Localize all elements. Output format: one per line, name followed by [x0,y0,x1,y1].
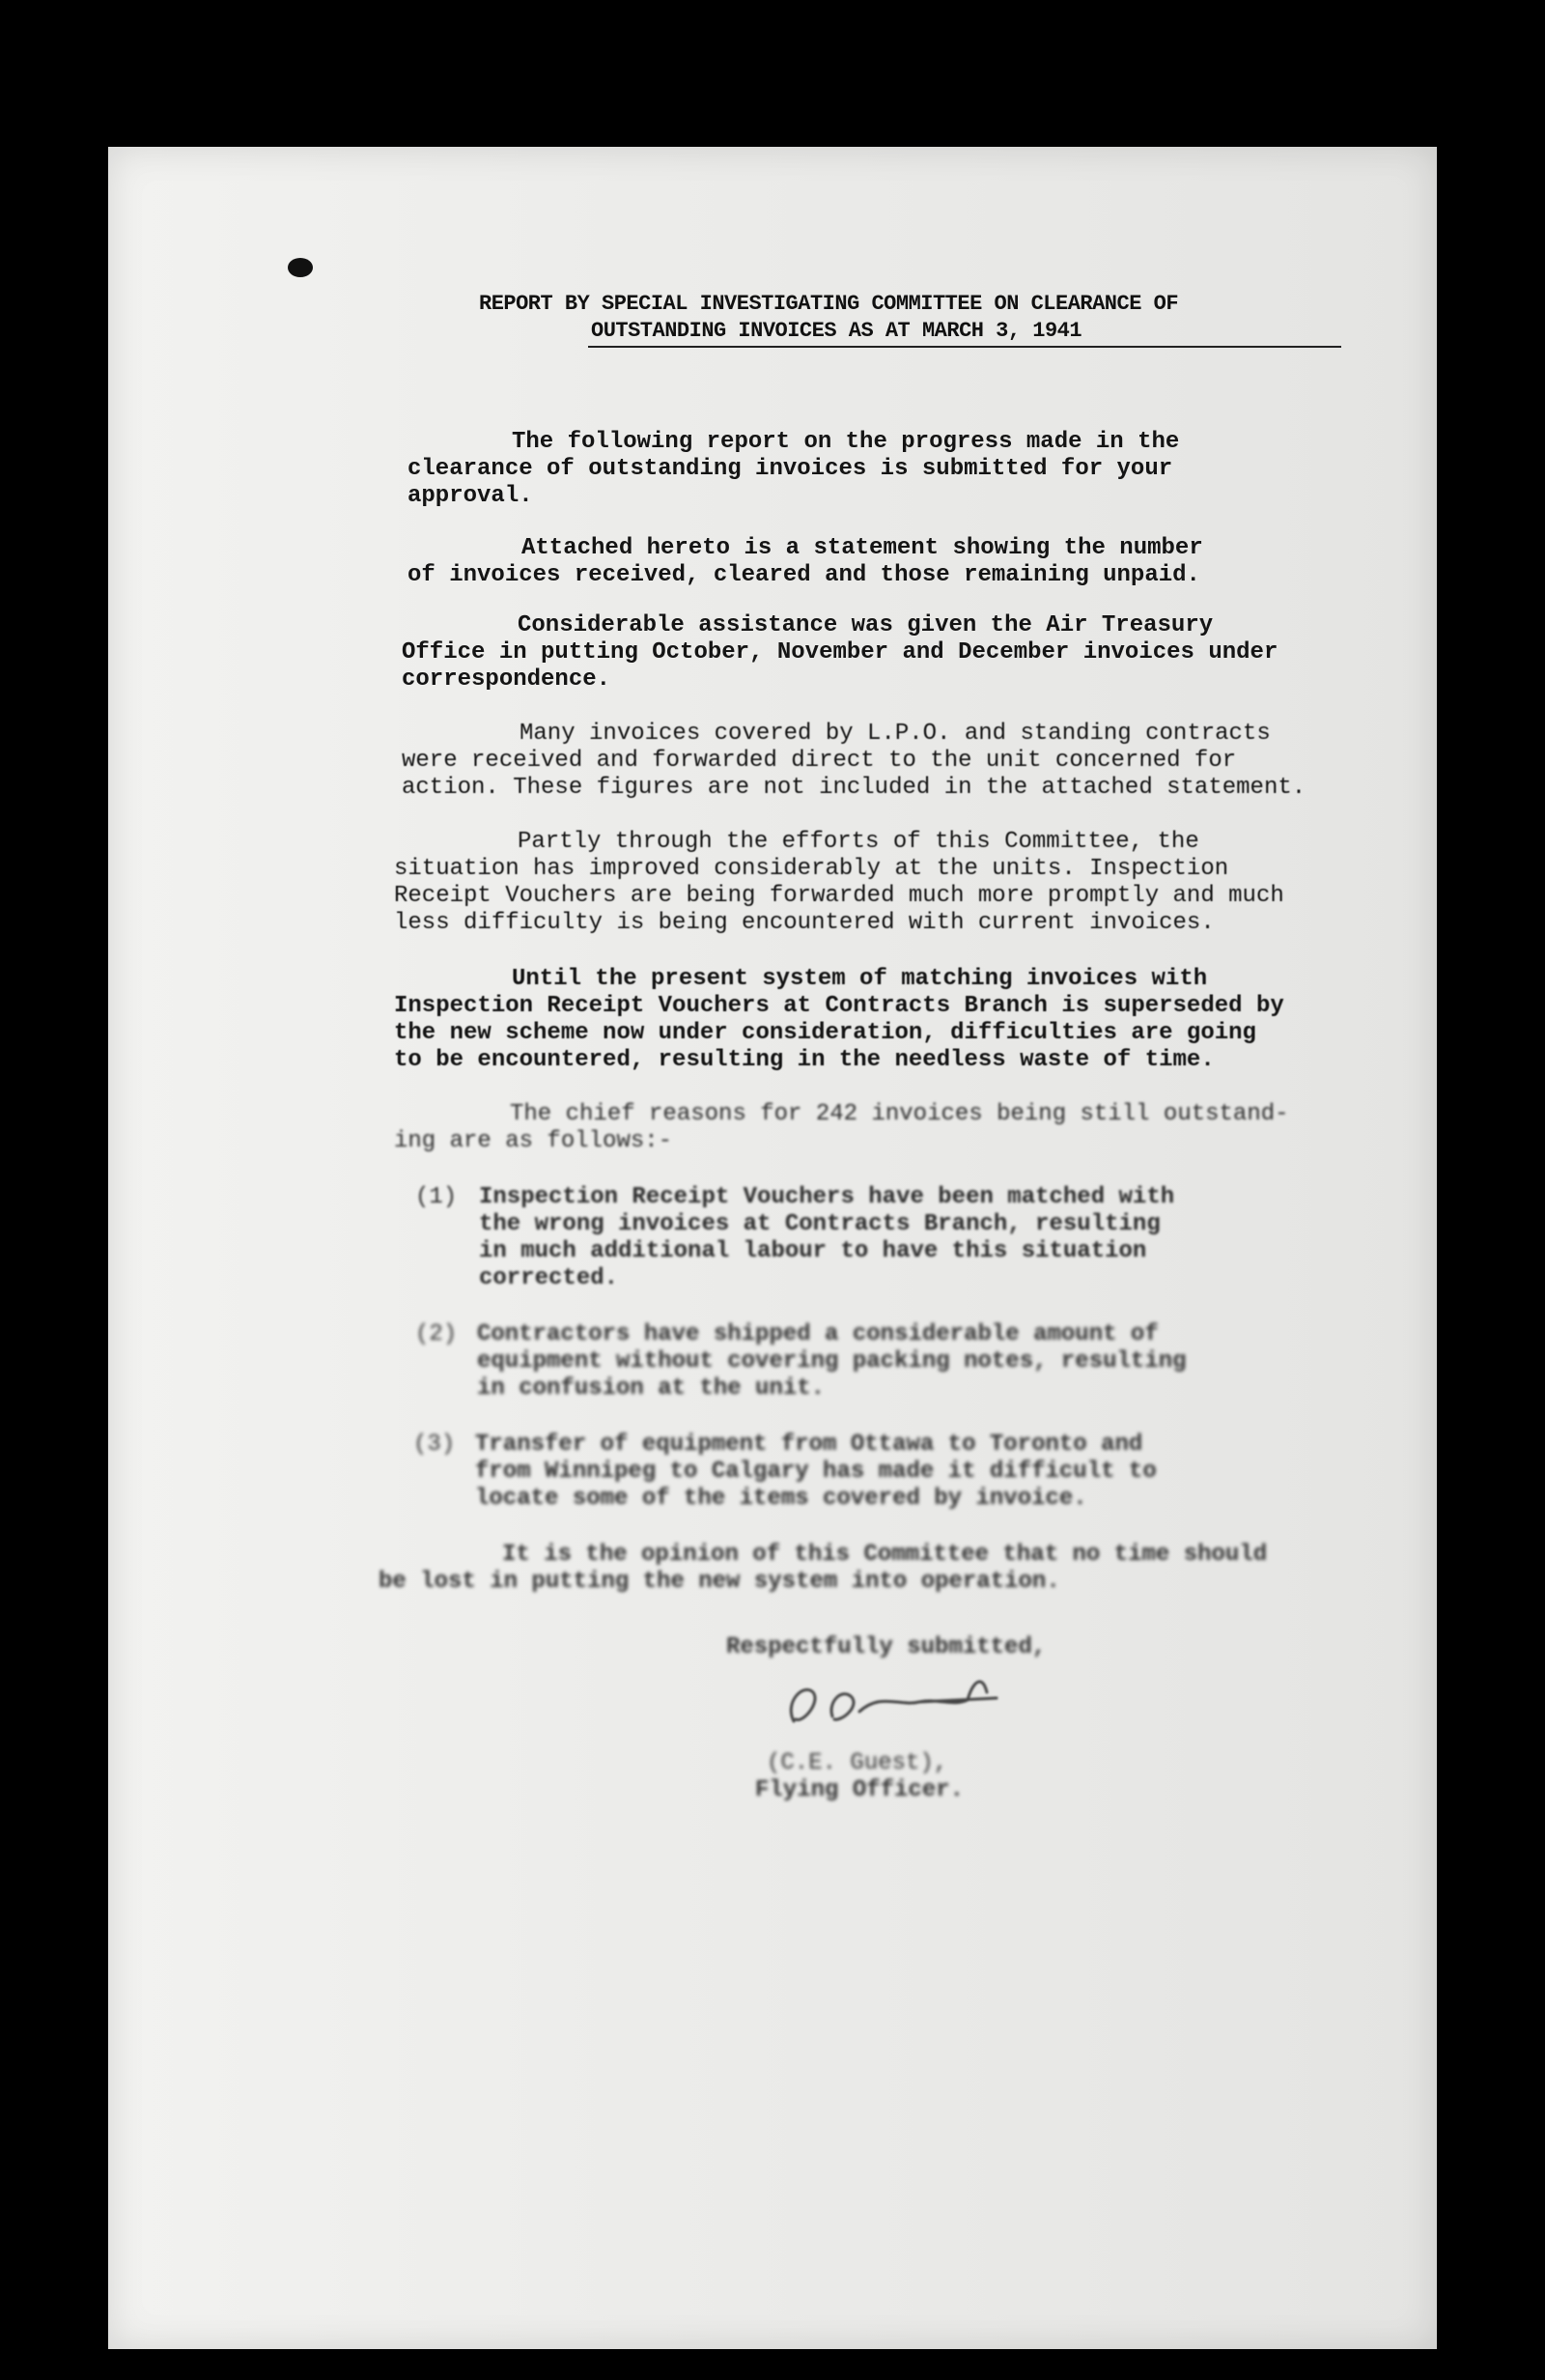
reason-3-number: (3) [413,1431,456,1458]
paragraph-7-line-2: ing are as follows:- [394,1128,673,1154]
reason-2-number: (2) [415,1321,458,1347]
reason-2-line-3: in confusion at the unit. [477,1375,826,1402]
reason-2-line-1: Contractors have shipped a considerable amount of [477,1321,1159,1347]
reason-1-line-1: Inspection Receipt Vouchers have been matched with [479,1184,1175,1210]
paragraph-2-line-2: of invoices received, cleared and those remaining unpaid. [407,562,1200,588]
paragraph-5-line-4: less difficulty is being encountered with current invoices. [394,910,1215,936]
reason-2-line-2: equipment without covering packing notes, resulting [477,1348,1187,1374]
paragraph-5-line-3: Receipt Vouchers are being forwarded much more promptly and much [394,883,1284,909]
reason-1-line-2: the wrong invoices at Contracts Branch, resulting [479,1211,1161,1237]
reason-3-line-2: from Winnipeg to Calgary has made it difficult to [475,1459,1157,1485]
paragraph-6-line-1: Until the present system of matching invoices with [512,966,1208,992]
paragraph-3-line-2: Office in putting October, November and December invoices under [402,639,1278,666]
paragraph-4-line-3: action. These figures are not included in the attached statement. [402,775,1306,801]
paragraph-1-line-2: clearance of outstanding invoices is submitted for your [407,456,1173,482]
signatory-title: Flying Officer. [755,1777,965,1803]
title-underline [588,346,1341,348]
paragraph-4-line-2: were received and forwarded direct to the unit concerned for [402,748,1237,774]
paragraph-7-line-1: The chief reasons for 242 invoices being still outstand- [510,1101,1289,1127]
report-title-line-1: REPORT BY SPECIAL INVESTIGATING COMMITTEE ON CLEARANCE OF [479,292,1179,316]
reason-1-line-4: corrected. [479,1265,619,1291]
paragraph-2-line-1: Attached hereto is a statement showing the number [521,535,1203,561]
paragraph-1-line-1: The following report on the progress made in the [512,429,1180,455]
paragraph-3-line-1: Considerable assistance was given the Air Treasury [518,612,1214,638]
closing-text: Respectfully submitted, [726,1634,1047,1660]
punch-hole [288,258,313,277]
reason-1-number: (1) [415,1184,458,1210]
document-page [108,147,1437,2349]
paragraph-5-line-1: Partly through the efforts of this Committee, the [518,829,1199,855]
paragraph-1-line-3: approval. [407,483,533,509]
report-title-line-2: OUTSTANDING INVOICES AS AT MARCH 3, 1941 [591,319,1082,343]
paragraph-6-line-2: Inspection Receipt Vouchers at Contracts Branch is superseded by [394,993,1284,1019]
reason-1-line-3: in much additional labour to have this situation [479,1238,1147,1264]
paragraph-5-line-2: situation has improved considerably at the units. Inspection [394,856,1229,882]
paragraph-8-line-1: It is the opinion of this Committee that no time should [502,1542,1268,1568]
paragraph-6-line-3: the new scheme now under consideration, difficulties are going [394,1020,1256,1046]
reason-3-line-3: locate some of the items covered by invoice. [475,1486,1087,1512]
paragraph-8-line-2: be lost in putting the new system into operation. [379,1569,1060,1595]
signature [774,1663,1025,1741]
reason-3-line-1: Transfer of equipment from Ottawa to Toronto and [475,1431,1143,1458]
paragraph-4-line-1: Many invoices covered by L.P.O. and standing contracts [520,721,1271,747]
paragraph-6-line-4: to be encountered, resulting in the needless waste of time. [394,1047,1215,1073]
signatory-name: (C.E. Guest), [767,1750,948,1776]
paragraph-3-line-3: correspondence. [402,666,611,693]
